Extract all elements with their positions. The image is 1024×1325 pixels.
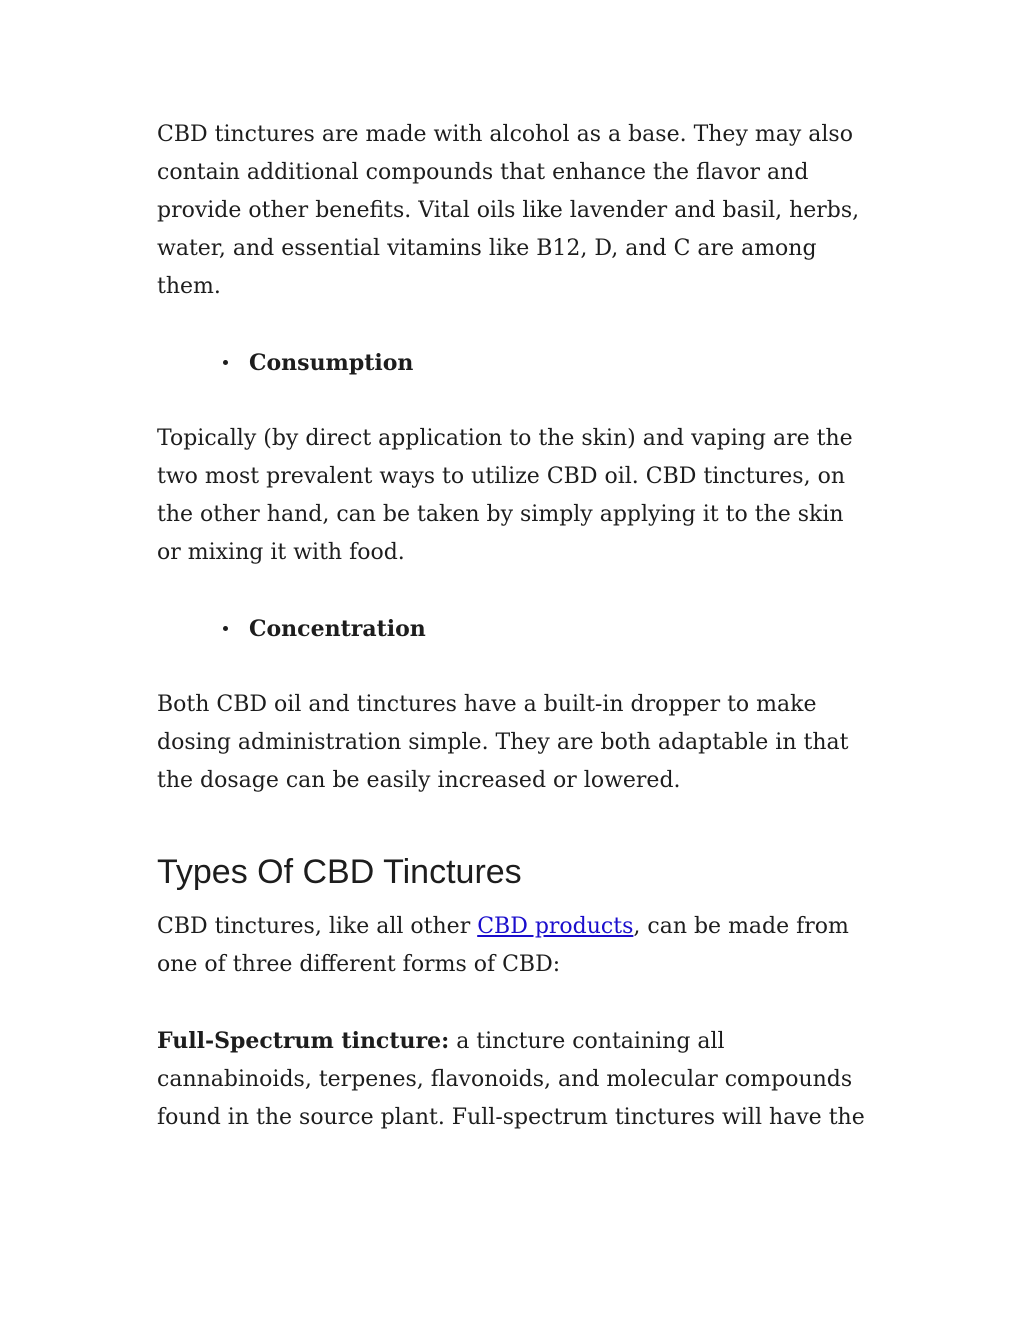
consumption-paragraph: Topically (by direct application to the skin) and vaping are the two most prevalent ways to utilize CBD oil. CBD tinctures, on the other hand, can be taken by simply applying it to the skin or mixing it with food. [157,426,853,565]
bullet-dot-icon [223,626,228,631]
spacer [157,382,867,420]
spacer [157,648,867,686]
full-spectrum-paragraph [157,1022,867,1137]
lead-text-before: CBD tinctures, like all other [157,914,478,939]
full-spectrum-text: a tincture containing all cannabinoids, terpenes, flavonoids, and molecular compounds found in the source plant. Full-spectrum tinctures will have the [157,1029,865,1130]
spacer [157,800,867,850]
bullet-label-consumption: Consumption [249,350,414,376]
spacer [157,894,867,908]
full-spectrum-label: Full-Spectrum tincture: [157,1028,450,1054]
bullet-dot-icon [223,360,228,365]
lead-text-after: , can be made from one of three different forms of CBD: [157,914,849,977]
document-page [157,116,867,1137]
bullet-label-concentration: Concentration [249,616,426,642]
concentration-paragraph: Both CBD oil and tinctures have a built-in dropper to make dosing administration simple. They are both adaptable in that the dosage can be easily increased or lowered. [157,692,849,793]
types-lead-paragraph [157,908,867,984]
intro-paragraph: CBD tinctures are made with alcohol as a base. They may also contain additional compounds that enhance the flavor and provide other benefits. Vital oils like lavender and basil, herbs, water, and essential vitamins like B12, D, and C are among them. [157,122,860,299]
spacer [157,984,867,1022]
cbd-products-link[interactable]: CBD products [477,914,634,939]
bullet-consumption [157,344,867,382]
spacer [157,572,867,610]
section-heading: Types Of CBD Tinctures [157,853,522,891]
spacer [157,306,867,344]
bullet-concentration [157,610,867,648]
